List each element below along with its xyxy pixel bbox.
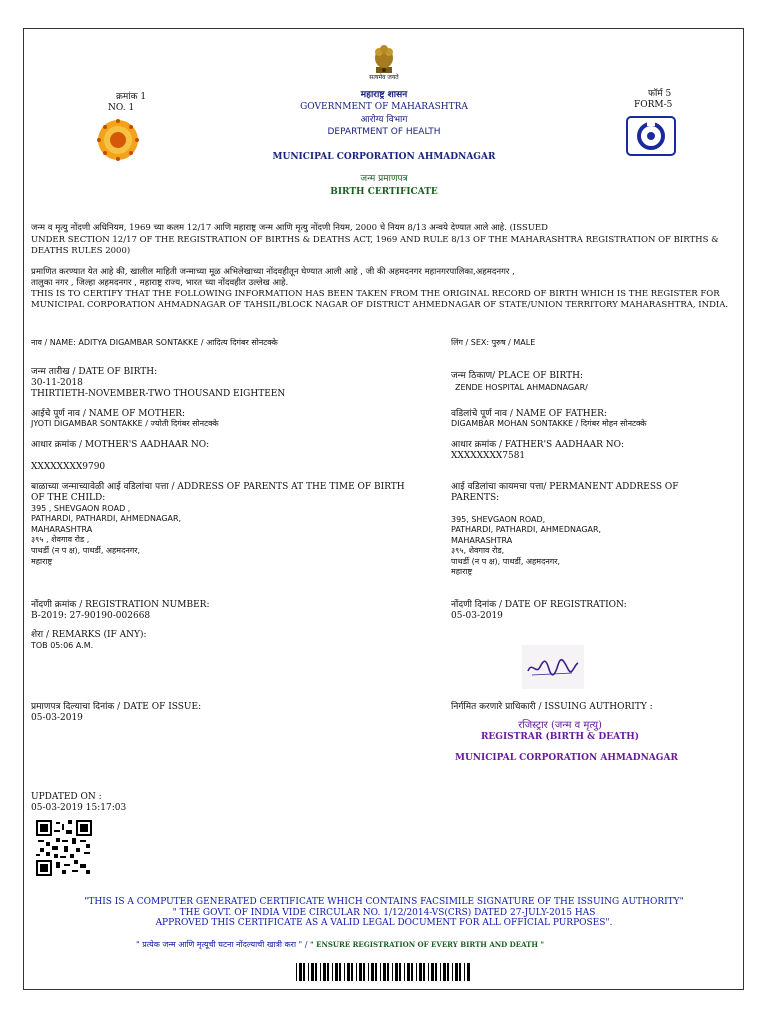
birth-address-label-1: बाळाच्या जन्माच्यावेळी आई वडिलांचा पत्ता / ADDRESS OF PARENTS AT THE TIME OF BIRTH — [31, 482, 405, 492]
father-aadhaar-value: XXXXXXXX7581 — [451, 451, 526, 461]
birth-address-label-2: OF THE CHILD: — [31, 493, 106, 503]
intro-line-3: DEATHS RULES 2000) — [31, 246, 131, 256]
place-of-birth-value: ZENDE HOSPITAL AHMADNAGAR/ — [455, 383, 588, 392]
form-number-mr: फॉर्म 5 — [648, 89, 672, 99]
intro-line-6: THIS IS TO CERTIFY THAT THE FOLLOWING INFORMATION HAS BEEN TAKEN FROM THE ORIGINAL RECORD OF BIRTH WHICH IS THE REGISTER FOR — [31, 289, 720, 299]
father-name-label: वडिलांचे पूर्ण नाव / NAME OF FATHER: — [451, 409, 607, 419]
certificate-title-mr: जन्म प्रमाणपत्र — [360, 174, 408, 184]
permanent-address-line-4: ३९५, शेवगाव रोड, — [451, 546, 505, 555]
intro-line-5: तालुका नगर , जिल्हा अहमदनगर , महाराष्ट्र राज्य, भारत च्या नोंदवहीत उल्लेख आहे. — [31, 278, 289, 288]
serial-number-mr: क्रमांक 1 — [116, 92, 147, 102]
mother-aadhaar-value: XXXXXXXX9790 — [31, 462, 106, 472]
permanent-address-line-6: महाराष्ट्र — [451, 567, 473, 576]
mother-aadhaar-label: आधार क्रमांक / MOTHER'S AADHAAR NO: — [31, 440, 210, 450]
issuing-authority-label: निर्गमित करणारे प्राधिकारी / ISSUING AUTHORITY : — [451, 702, 653, 712]
updated-on-value: 05-03-2019 15:17:03 — [31, 803, 127, 813]
gov-title-mr: महाराष्ट्र शासन — [360, 90, 408, 100]
birth-address-line-1: 395 , SHEVGAON ROAD , — [31, 504, 131, 513]
registrar-title-mr: रजिस्ट्रार (जन्म व मृत्यु) — [518, 720, 602, 731]
birth-address-line-3: MAHARASHTRA — [31, 525, 93, 534]
permanent-address-label-2: PARENTS: — [451, 493, 500, 503]
certificate-title-en: BIRTH CERTIFICATE — [330, 187, 438, 197]
dob-value: 30-11-2018 — [31, 378, 83, 388]
mother-name-value: JYOTI DIGAMBAR SONTAKKE / ज्योती दिगंबर सोनटक्के — [31, 419, 219, 428]
intro-line-7: MUNICIPAL CORPORATION AHMADNAGAR OF TAHSIL/BLOCK NAGAR OF DISTRICT AHMEDNAGAR OF STATE/UNION TERRITORY MAHARASHTRA, INDIA. — [31, 300, 729, 310]
footer-slogan — [136, 940, 544, 950]
corporation-seal-icon — [92, 118, 144, 162]
signature-image — [522, 645, 584, 689]
registration-number-value: B-2019: 27-90190-002668 — [31, 611, 151, 621]
birth-address-line-6: महाराष्ट्र — [31, 557, 53, 566]
registration-number-label: नोंदणी क्रमांक / REGISTRATION NUMBER: — [31, 600, 210, 610]
dob-words: THIRTIETH-NOVEMBER-TWO THOUSAND EIGHTEEN — [31, 389, 286, 399]
form-number-en: FORM-5 — [634, 100, 673, 110]
issue-date-label: प्रमाणपत्र दिल्याचा दिनांक / DATE OF ISSUE: — [31, 702, 202, 712]
birth-address-line-5: पाथर्डी (न प क्ष), पाथर्डी, अहमदनगर, — [31, 546, 141, 555]
place-of-birth-label: जन्म ठिकाण/ PLACE OF BIRTH: — [451, 371, 583, 381]
issue-date-value: 05-03-2019 — [31, 713, 83, 723]
father-name-value: DIGAMBAR MOHAN SONTAKKE / दिगंबर मोहन सोनटक्के — [451, 419, 647, 428]
birth-address-line-2: PATHARDI, PATHARDI, AHMEDNAGAR, — [31, 514, 182, 523]
dept-title-mr: आरोग्य विभाग — [360, 115, 408, 125]
birth-address-line-4: ३९५ , शेवगाव रोड , — [31, 535, 90, 544]
remarks-label: शेरा / REMARKS (IF ANY): — [31, 630, 147, 640]
intro-line-2: UNDER SECTION 12/17 OF THE REGISTRATION OF BIRTHS & DEATHS ACT, 1969 AND RULE 8/13 OF THE MAHARASHTRA REGISTRATION OF BIRTHS & — [31, 235, 719, 245]
footer-slogan-en: " ENSURE REGISTRATION OF EVERY BIRTH AND DEATH " — [310, 940, 545, 949]
father-aadhaar-label: आधार क्रमांक / FATHER'S AADHAAR NO: — [451, 440, 625, 450]
dept-title-en: DEPARTMENT OF HEALTH — [327, 127, 441, 137]
mother-name-label: आईचे पूर्ण नाव / NAME OF MOTHER: — [31, 409, 186, 419]
permanent-address-line-2: PATHARDI, PATHARDI, AHMEDNAGAR, — [451, 525, 602, 534]
intro-line-4: प्रमाणित करण्यात येत आहे की, खालील माहिती जन्माच्या मूळ अभिलेखाच्या नोंदवहीतून घेण्यात आली आहे , जी की अहमदनगर महानगरपालिका,अहमदनगर , — [31, 267, 515, 277]
corporation-title: MUNICIPAL CORPORATION AHMADNAGAR — [272, 152, 496, 162]
intro-line-1: जन्म व मृत्यु नोंदणी अधिनियम, 1969 च्या कलम 12/17 आणि महाराष्ट्र जन्म आणि मृत्यु नोंदणी नियम, 2000 चे नियम 8/13 अन्वये देण्यात आले आहे. (ISSUED — [31, 223, 548, 233]
authority-corporation: MUNICIPAL CORPORATION AHMADNAGAR — [455, 753, 678, 763]
registration-date-label: नोंदणी दिनांक / DATE OF REGISTRATION: — [451, 600, 627, 610]
registrar-title-en: REGISTRAR (BIRTH & DEATH) — [480, 732, 640, 742]
serial-number-en: NO. 1 — [108, 103, 135, 113]
sex-field: लिंग / SEX: पुरुष / MALE — [451, 338, 536, 347]
footer-slogan-mr: " प्रत्येक जन्म आणि मृत्यूची घटना नोंदल्याची खात्री करा " / — [136, 940, 308, 949]
permanent-address-line-1: 395, SHEVGAON ROAD, — [451, 515, 546, 524]
permanent-address-line-3: MAHARASHTRA — [451, 536, 513, 545]
qr-code-icon — [36, 820, 92, 876]
remarks-value: TOB 05:06 A.M. — [31, 641, 94, 650]
dob-label: जन्म तारीख / DATE OF BIRTH: — [31, 367, 158, 377]
child-name: नाव / NAME: ADITYA DIGAMBAR SONTAKKE / आदित्य दिगंबर सोनटक्के — [31, 338, 278, 347]
health-dept-logo-icon — [626, 116, 676, 156]
updated-on-label: UPDATED ON : — [31, 792, 102, 802]
permanent-address-line-5: पाथर्डी (न प क्ष), पाथर्डी, अहमदनगर, — [451, 557, 561, 566]
footer-note-1: "THIS IS A COMPUTER GENERATED CERTIFICATE WHICH CONTAINS FACSIMILE SIGNATURE OF THE ISSUING AUTHORITY" — [84, 897, 684, 907]
emblem-motto: सत्यमेव जयते — [369, 74, 399, 81]
permanent-address-label-1: आई वडिलांचा कायमचा पत्ता/ PERMANENT ADDRESS OF — [451, 482, 679, 492]
certificate-border — [23, 28, 744, 990]
footer-note-3: APPROVED THIS CERTIFICATE AS A VALID LEGAL DOCUMENT FOR ALL OFFICIAL PURPOSES". — [155, 918, 613, 928]
barcode-icon — [296, 963, 472, 981]
registration-date-value: 05-03-2019 — [451, 611, 503, 621]
footer-note-2: " THE GOVT. OF INDIA VIDE CIRCULAR NO. 1/12/2014-VS(CRS) DATED 27-JULY-2015 HAS — [172, 908, 596, 918]
gov-title-en: GOVERNMENT OF MAHARASHTRA — [300, 102, 468, 112]
